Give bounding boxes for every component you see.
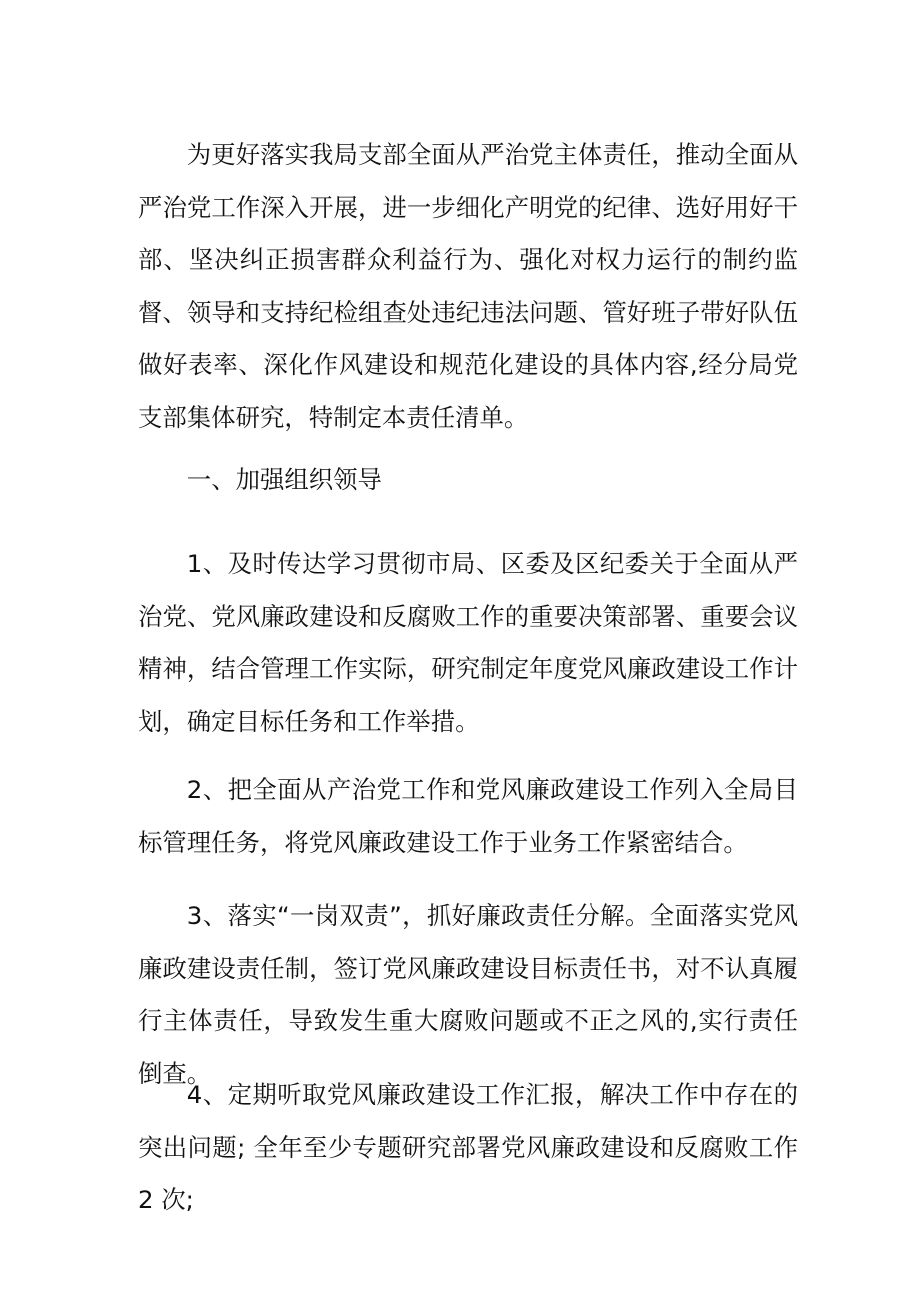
section-heading: 一、加强组织领导 [186,465,382,494]
list-item: 3、落实“一岗双责”，抓好廉政责任分解。全面落实党风廉政建设责任制，签订党风廉政建设目标责任书，对不认真履行主体责任，导致发生重大腐败问题或不正之风的,实行责任倒查。 [138,901,798,1088]
list-item: 2、把全面从产治党工作和党风廉政建设工作列入全局目标管理任务，将党风廉政建设工作于业务工作紧密结合。 [138,775,798,857]
list-item: 1、及时传达学习贯彻市局、区委及区纪委关于全面从严治党、党风廉政建设和反腐败工作的重要决策部署、重要会议精神，结合管理工作实际，研究制定年度党风廉政建设工作计划，确定目标任务和工作举措。 [138,549,798,736]
list-item: 4、定期听取党风廉政建设工作汇报，解决工作中存在的突出问题; 全年至少专题研究部署党风廉政建设和反腐败工作 2 次; [138,1080,798,1215]
intro-paragraph: 为更好落实我局支部全面从严治党主体责任，推动全面从严治党工作深入开展，进一步细化产明党的纪律、选好用好干部、坚决纠正损害群众利益行为、强化对权力运行的制约监督、领导和支持纪检组查处违纪违法问题、管好班子带好队伍做好表率、深化作风建设和规范化建设的具体内容,经分局党支部集体研究，特制定本责任清单。 [138,140,798,432]
